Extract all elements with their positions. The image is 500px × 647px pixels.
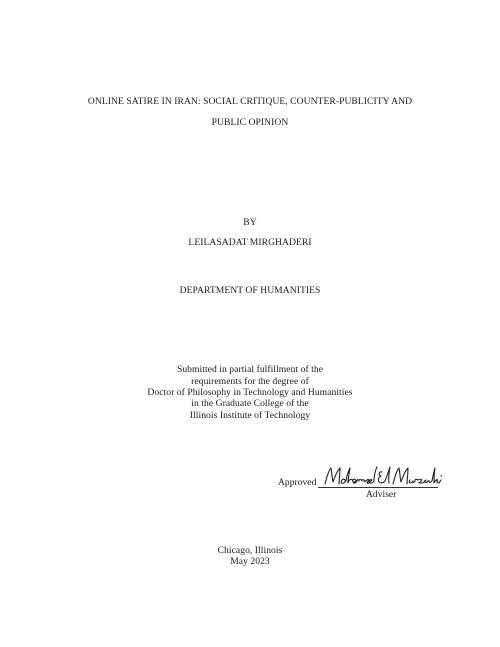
submission-statement-line-2: requirements for the degree of <box>191 376 309 387</box>
adviser-label: Adviser <box>366 489 397 500</box>
thesis-title-line-1: ONLINE SATIRE IN IRAN: SOCIAL CRITIQUE, COUNTER-PUBLICITY AND <box>87 96 413 107</box>
department-name: DEPARTMENT OF HUMANITIES <box>179 285 321 296</box>
submission-statement-line-3: Doctor of Philosophy in Technology and Humanities <box>147 387 353 398</box>
by-label: BY <box>243 217 257 228</box>
adviser-signature <box>322 464 442 490</box>
submission-date: May 2023 <box>230 556 270 567</box>
submission-statement-line-4: in the Graduate College of the <box>191 398 309 409</box>
submission-statement-line-1: Submitted in partial fulfillment of the <box>176 364 324 375</box>
author-name: LEILASADAT MIRGHADERI <box>188 237 312 248</box>
thesis-title-line-2: PUBLIC OPINION <box>211 117 289 128</box>
submission-statement-line-5: Illinois Institute of Technology <box>189 410 311 421</box>
location: Chicago, Illinois <box>217 545 283 556</box>
approved-label: Approved <box>278 477 317 488</box>
approval-block <box>278 466 448 506</box>
